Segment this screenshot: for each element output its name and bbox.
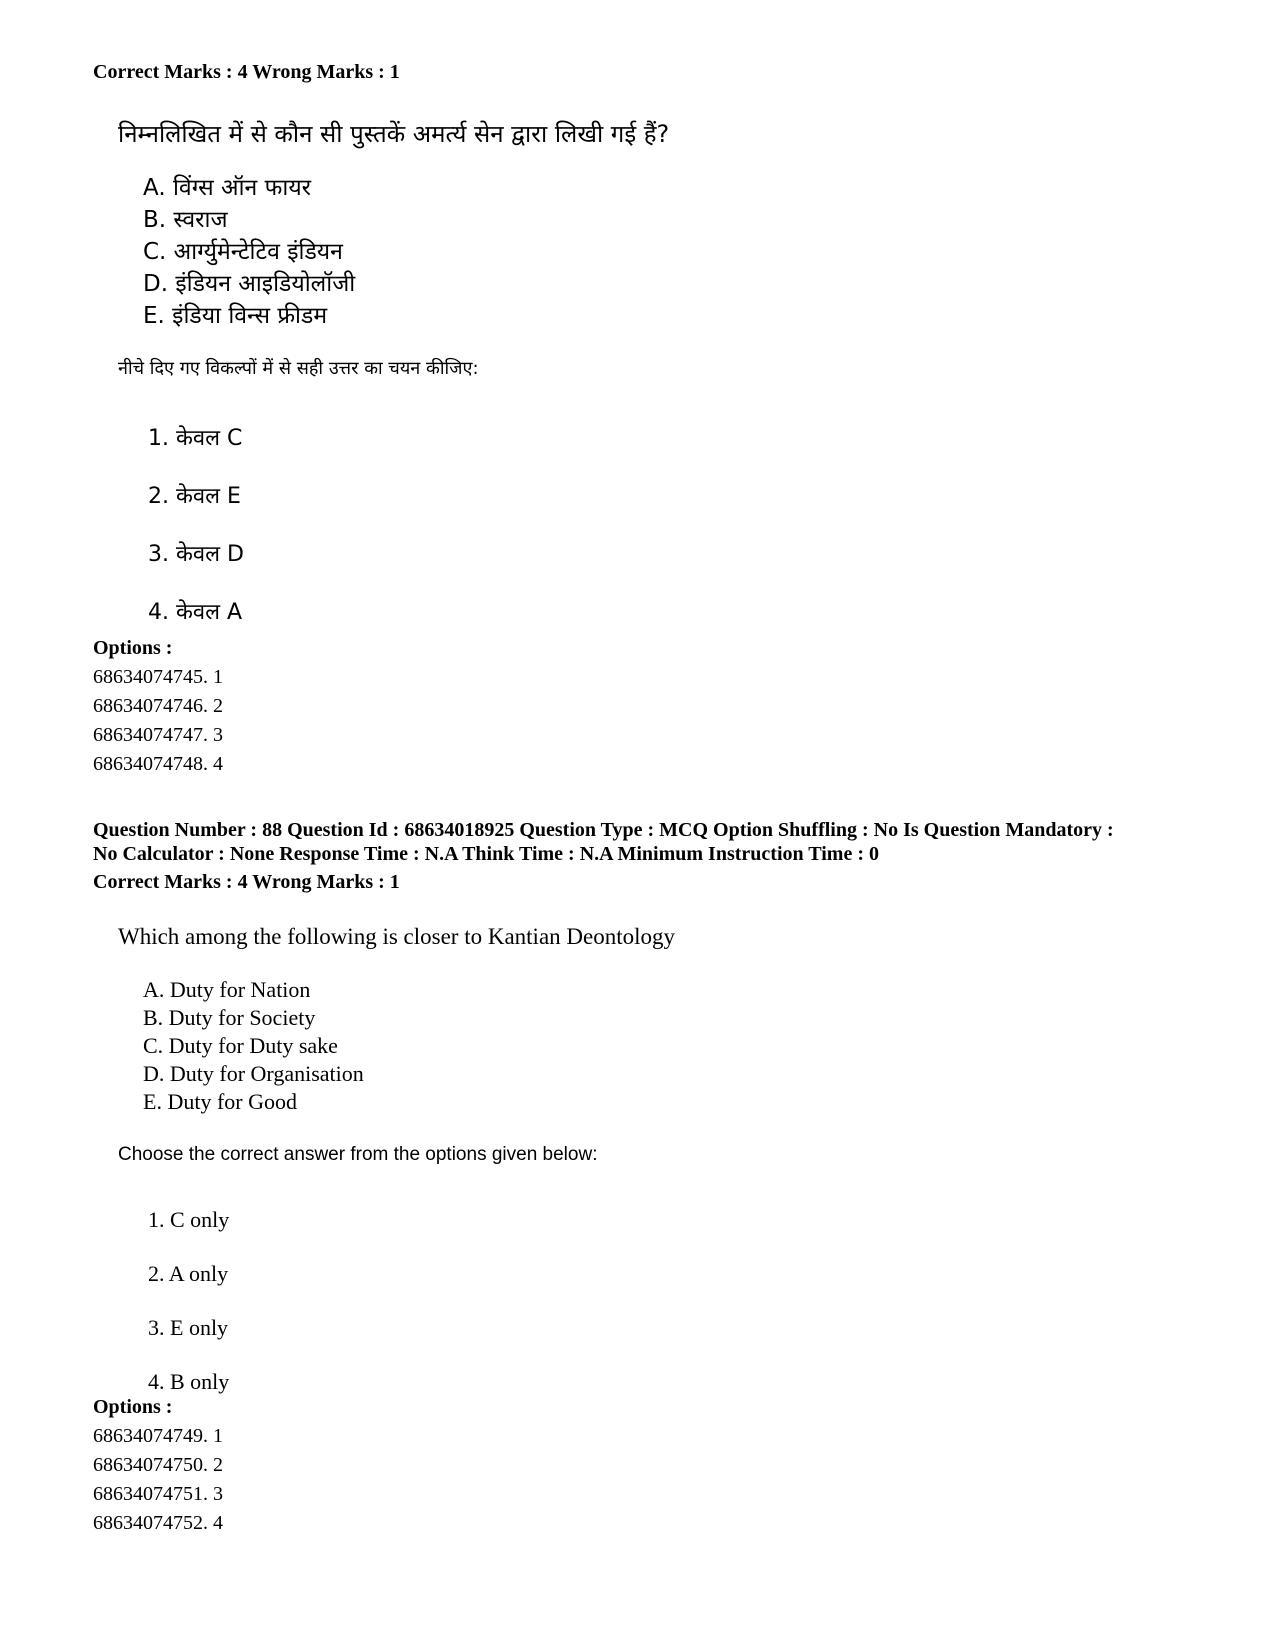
marks-line: Correct Marks : 4 Wrong Marks : 1 [93,871,400,893]
choice-item: 4. B only [148,1369,230,1394]
choice-item: 1. C only [148,1207,230,1232]
option-item: 68634074751. 3 [93,1483,223,1505]
option-item: 68634074745. 1 [93,666,223,688]
statement-list [143,172,355,332]
question-text: निम्नलिखित में से कौन सी पुस्तकें अमर्त्य सेन द्वारा लिखी गई हैं? [118,120,670,148]
option-item: 68634074752. 4 [93,1512,223,1534]
choice-item: 2. केवल E [148,484,241,509]
options-list [93,1422,223,1538]
statement-item: A. विंग्स ऑन फायर [143,175,312,201]
options-list [93,663,223,779]
instruction-text: नीचे दिए गए विकल्पों में से सही उत्तर का चयन कीजिए: [118,358,479,379]
choice-item: 3. केवल D [148,542,244,567]
choice-list [148,1193,229,1409]
question-header-line1: Question Number : 88 Question Id : 68634018925 Question Type : MCQ Option Shuffling : No Is Question Mandatory : [93,819,1114,841]
options-label: Options : [93,637,173,659]
statement-item: E. इंडिया विन्स फ्रीडम [143,303,328,329]
statement-item: D. इंडियन आइडियोलॉजी [143,271,356,297]
question-header-line2: No Calculator : None Response Time : N.A Think Time : N.A Minimum Instruction Time : 0 [93,843,879,865]
question-text: Which among the following is closer to Kantian Deontology [118,924,675,949]
choice-item: 2. A only [148,1261,229,1286]
option-item: 68634074746. 2 [93,695,223,717]
option-item: 68634074748. 4 [93,753,223,775]
choice-item: 1. केवल C [148,426,243,451]
statement-item: D. Duty for Organisation [143,1061,364,1086]
option-item: 68634074750. 2 [93,1454,223,1476]
options-label: Options : [93,1396,173,1418]
statement-list [143,976,364,1116]
choice-item: 4. केवल A [148,600,243,625]
statement-item: A. Duty for Nation [143,977,311,1002]
option-item: 68634074749. 1 [93,1425,223,1447]
choice-list [148,410,244,642]
choice-item: 3. E only [148,1315,229,1340]
marks-line: Correct Marks : 4 Wrong Marks : 1 [93,61,400,83]
instruction-text: Choose the correct answer from the options given below: [118,1144,598,1165]
statement-item: C. Duty for Duty sake [143,1033,338,1058]
statement-item: B. स्वराज [143,207,228,233]
option-item: 68634074747. 3 [93,724,223,746]
statement-item: C. आर्ग्युमेन्टेटिव इंडियन [143,239,343,265]
statement-item: B. Duty for Society [143,1005,316,1030]
statement-item: E. Duty for Good [143,1089,297,1114]
